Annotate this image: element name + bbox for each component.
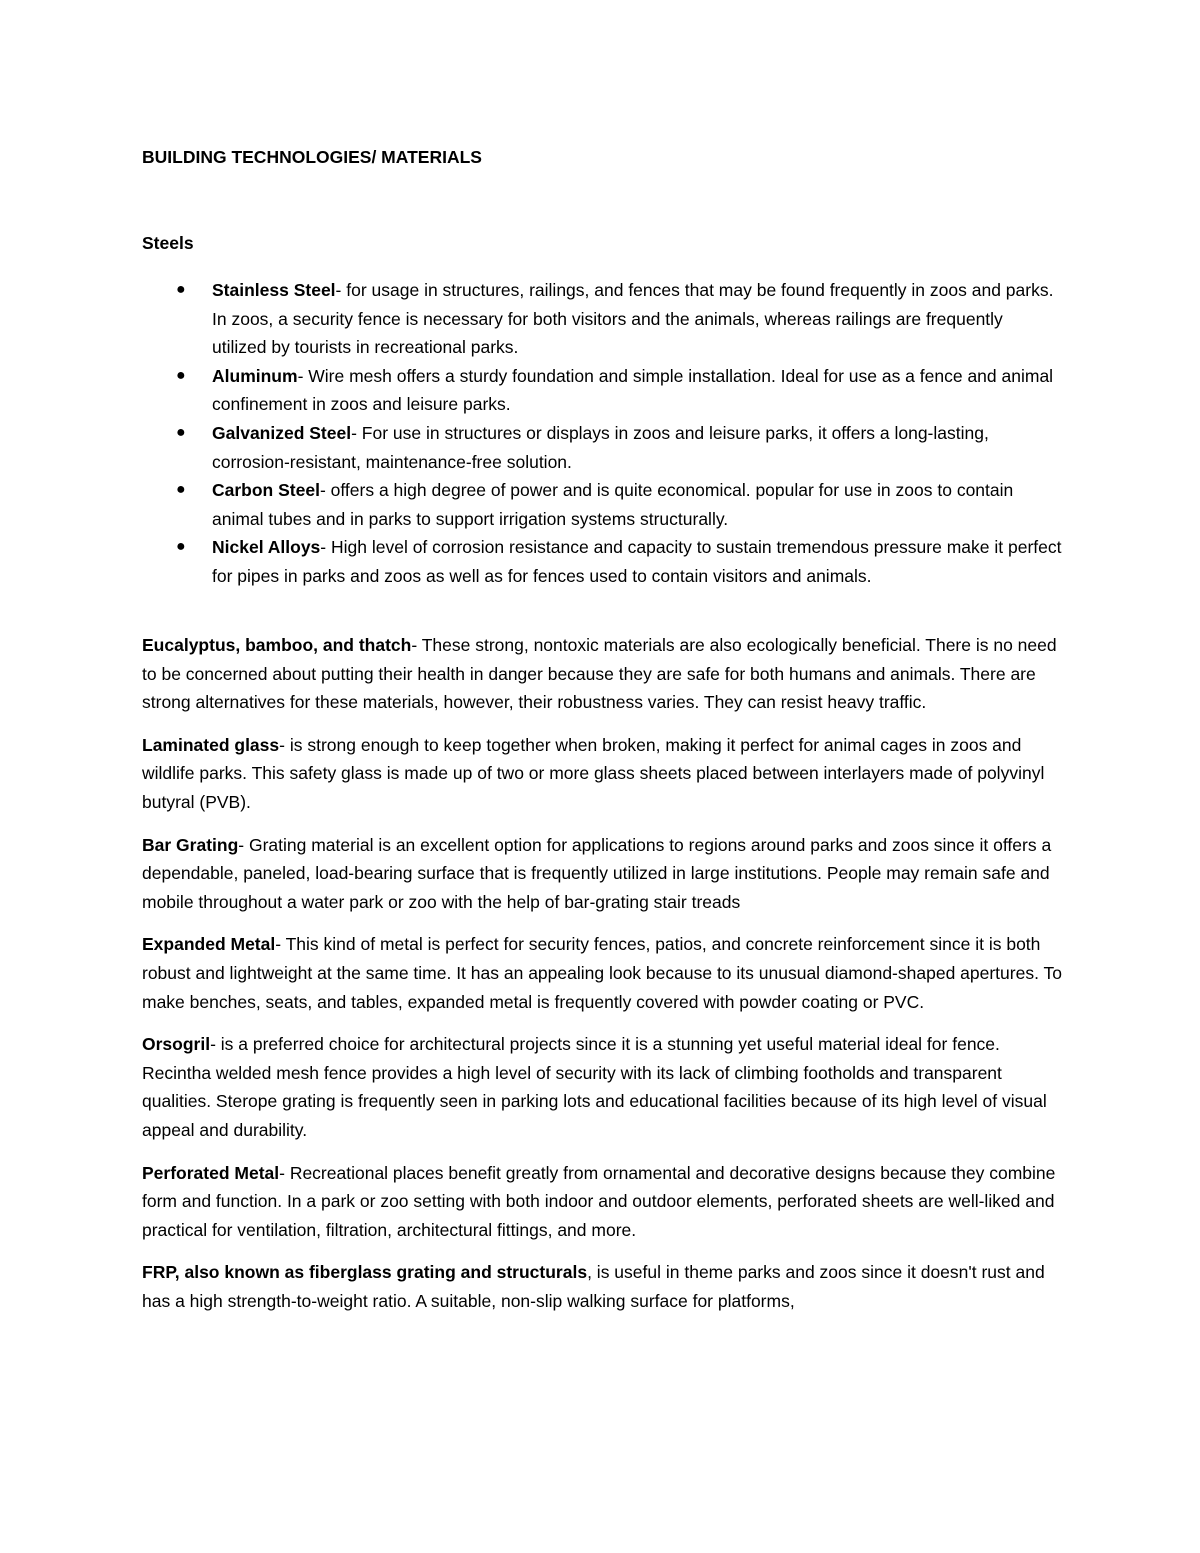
bullet-icon: ● xyxy=(176,538,186,556)
bullet-icon: ● xyxy=(176,423,186,441)
list-item-text: - for usage in structures, railings, and fences that may be found frequently in zoos and parks. In zoos, a security fence is necessary for both visitors and the animals, whereas railings are frequently utilized by tourists in recreational parks. xyxy=(212,280,1054,358)
document-body xyxy=(142,143,1062,1311)
steel-list xyxy=(142,276,1062,591)
paragraph xyxy=(142,631,1062,717)
paragraph-term: Eucalyptus, bamboo, and thatch xyxy=(142,635,412,655)
list-item-text: - High level of corrosion resistance and capacity to sustain tremendous pressure make it perfect for pipes in parks and zoos as well as for fences used to contain visitors and animals. xyxy=(212,537,1062,586)
list-item xyxy=(142,533,1062,590)
list-item-term: Aluminum xyxy=(212,365,298,386)
paragraph xyxy=(142,731,1062,817)
list-item-term: Carbon Steel xyxy=(212,480,320,501)
paragraph xyxy=(142,1159,1062,1245)
paragraph-term: Orsogril xyxy=(142,1034,211,1055)
paragraph-term: Laminated glass xyxy=(142,734,280,755)
paragraph-term: Bar Grating xyxy=(142,834,239,855)
list-item-text: - For use in structures or displays in zoos and leisure parks, it offers a long-lasting, corrosion-resistant, maintenance-free solution. xyxy=(212,422,989,472)
section-heading-steels: Steels xyxy=(142,233,194,253)
bullet-icon: ● xyxy=(176,281,186,298)
list-item xyxy=(142,362,1062,419)
list-item-term: Galvanized Steel xyxy=(212,422,352,443)
list-item-term: Nickel Alloys xyxy=(212,537,321,558)
paragraph-term: FRP, also known as fiberglass grating and structurals xyxy=(142,1262,588,1283)
paragraph-text: - Grating material is an excellent option for applications to regions around parks and zoos since it offers a dependable, paneled, load-bearing surface that is frequently utilized in large institutions. People may remain safe and mobile throughout a water park or zoo with the help of bar-grating stair treads xyxy=(142,834,1052,912)
paragraph xyxy=(142,831,1062,917)
list-item xyxy=(142,276,1062,362)
list-item-term: Stainless Steel xyxy=(212,280,336,300)
paragraph-text: - Recreational places benefit greatly from ornamental and decorative designs because they combine form and function. In a park or zoo setting with both indoor and outdoor elements, perforated sheets are well-liked and practical for ventilation, filtration, architectural fittings, and more. xyxy=(142,1162,1056,1240)
paragraph-text: - is strong enough to keep together when broken, making it perfect for animal cages in zoos and wildlife parks. This safety glass is made up of two or more glass sheets placed between interlayers made of polyvinyl butyral (PVB). xyxy=(142,734,1045,812)
paragraph xyxy=(142,1030,1062,1144)
bullet-icon: ● xyxy=(176,366,186,384)
paragraph-text: - is a preferred choice for architectural projects since it is a stunning yet useful material ideal for fence. Recintha welded mesh fence provides a high level of security with its lack of climbing footholds and transparent qualities. Sterope grating is frequently seen in parking lots and educational facilities because of its high level of visual appeal and durability. xyxy=(142,1034,1047,1140)
paragraph-text: - This kind of metal is perfect for security fences, patios, and concrete reinforcement since it is both robust and lightweight at the same time. It has an appealing look because to its unusual diamond-shaped apertures. To make benches, seats, and tables, expanded metal is frequently covered with powder coating or PVC. xyxy=(142,934,1062,1012)
list-item-text: - Wire mesh offers a sturdy foundation and simple installation. Ideal for use as a fence and animal confinement in zoos and leisure parks. xyxy=(212,365,1054,415)
paragraph-text: - These strong, nontoxic materials are also ecologically beneficial. There is no need to be concerned about putting their health in danger because they are safe for both humans and animals. There are strong alternatives for these materials, however, their robustness varies. They can resist heavy traffic. xyxy=(142,635,1057,713)
material-paragraphs xyxy=(142,631,1062,1329)
bullet-icon: ● xyxy=(176,481,186,499)
paragraph-term: Perforated Metal xyxy=(142,1162,280,1183)
paragraph xyxy=(142,1258,1062,1315)
document-title: BUILDING TECHNOLOGIES/ MATERIALS xyxy=(142,147,482,167)
paragraph-term: Expanded Metal xyxy=(142,934,276,955)
list-item-text: - offers a high degree of power and is quite economical. popular for use in zoos to contain animal tubes and in parks to support irrigation systems structurally. xyxy=(212,480,1014,529)
list-item xyxy=(142,476,1062,533)
list-item xyxy=(142,419,1062,476)
paragraph-text: , is useful in theme parks and zoos since it doesn't rust and has a high strength-to-weight ratio. A suitable, non-slip walking surface for platforms, xyxy=(142,1262,1045,1311)
paragraph xyxy=(142,930,1062,1016)
